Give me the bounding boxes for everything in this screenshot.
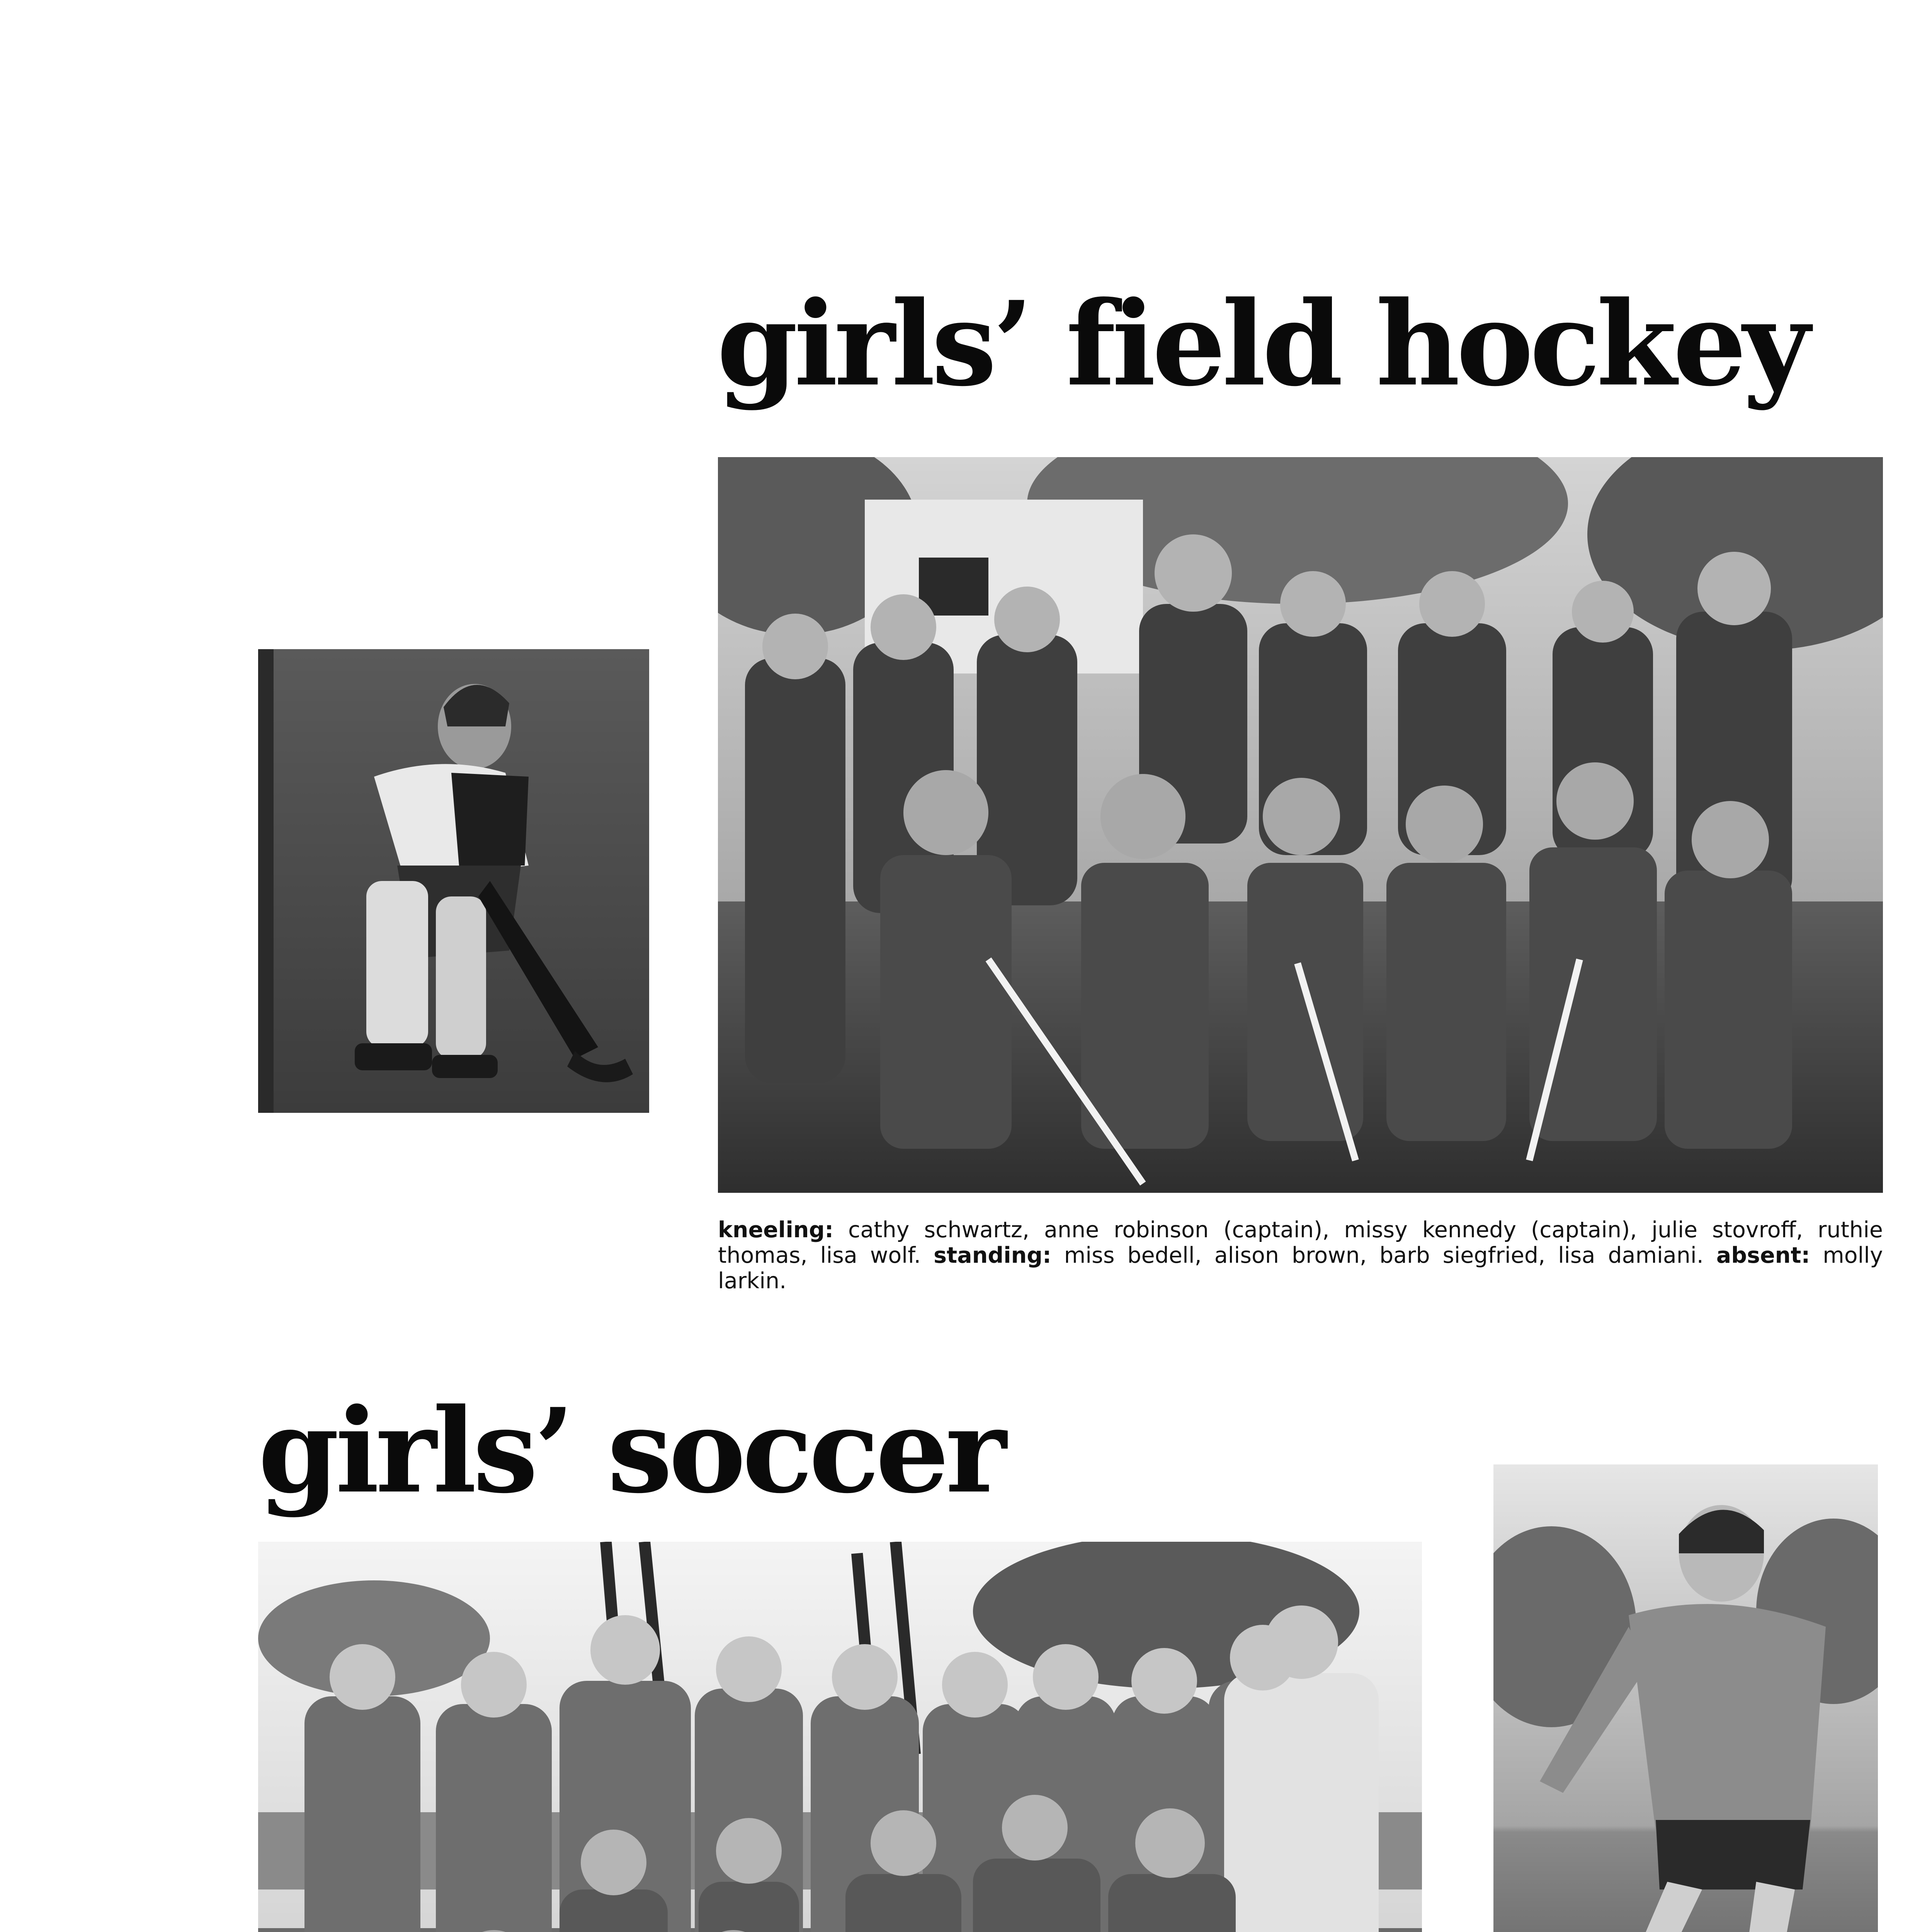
field-hockey-goalie-photo — [258, 649, 649, 1113]
soccer-title: girls’ soccer — [258, 1383, 1003, 1519]
soccer-team-photo — [258, 1542, 1422, 1932]
goalie-photo-icon — [258, 649, 649, 1113]
standing-names: miss bedell, alison brown, barb siegfried, lisa damiani. — [1051, 1243, 1716, 1268]
absent-label: absent: — [1716, 1243, 1810, 1268]
runner-photo-icon — [1493, 1464, 1878, 1932]
absent-names: molly larkin. — [718, 1243, 1883, 1294]
field-hockey-team-photo — [718, 457, 1883, 1193]
kneeling-label: kneeling: — [718, 1217, 834, 1243]
standing-label: standing: — [934, 1243, 1051, 1268]
kneeling-names: cathy schwartz, anne robinson (captain), missy kennedy (captain), julie stovroff, ruthie thomas, lisa wolf. — [718, 1217, 1883, 1268]
team-photo-icon — [718, 457, 1883, 1193]
field-hockey-title: girls’ field hockey — [717, 276, 1806, 412]
soccer-runner-photo — [1493, 1464, 1878, 1932]
field-hockey-caption — [718, 1217, 1883, 1294]
soccer-team-photo-icon — [258, 1542, 1422, 1932]
